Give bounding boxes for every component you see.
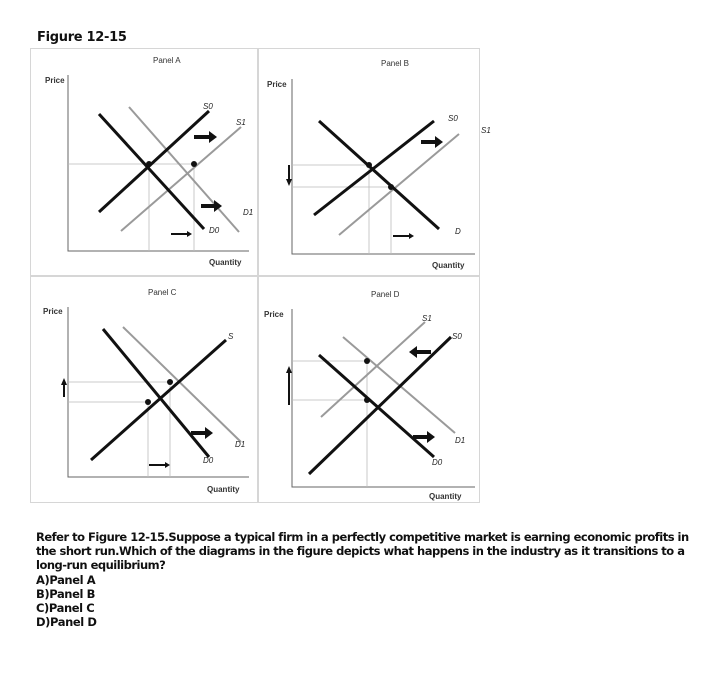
panel-b-price-label: Price <box>267 80 287 89</box>
panel-b-equilibrium-initial <box>366 162 372 168</box>
question-text: Refer to Figure 12-15.Suppose a typical firm in a perfectly competitive market is earning economic profits in the short run.Which of the diagrams in the figure depicts what happens in the industry as it transitions to a long-run equilibrium? <box>36 530 689 572</box>
panel-b-graph <box>259 49 491 277</box>
panel-d-title: Panel D <box>371 290 400 299</box>
panel-a-quantity-label: Quantity <box>209 258 242 267</box>
panel-b-price-arrow <box>286 165 292 186</box>
panel-c-guides <box>68 382 170 477</box>
panel-d-supply-shift-arrow <box>409 346 431 358</box>
panel-c-title: Panel C <box>148 288 177 297</box>
panel-b-label-s1: S1 <box>481 126 491 135</box>
panel-b-guides <box>292 165 391 254</box>
panel-d-guides <box>292 361 367 487</box>
panel-a-guides <box>68 164 194 251</box>
option-a[interactable]: A)Panel A <box>36 573 96 587</box>
panel-a-axes <box>68 75 249 251</box>
figure-grid <box>30 48 491 503</box>
panel-c-equilibrium-new <box>167 379 173 385</box>
panel-d-graph <box>259 277 481 504</box>
panel-a <box>30 48 258 276</box>
panel-b-demand-d <box>319 121 439 229</box>
panel-a-label-d0: D0 <box>209 226 220 235</box>
panel-d-label-s1: S1 <box>422 314 432 323</box>
panel-a-graph <box>31 49 259 277</box>
panel-b-quantity-arrow <box>393 233 414 239</box>
panel-a-label-s0: S0 <box>203 102 213 111</box>
panel-c-price-label: Price <box>43 307 63 316</box>
panel-d-label-d0: D0 <box>432 458 443 467</box>
panel-c-quantity-arrow <box>149 462 170 468</box>
panel-c-quantity-label: Quantity <box>207 485 240 494</box>
panel-b-supply-shift-arrow <box>421 136 443 148</box>
panel-b-axes <box>292 79 475 254</box>
panel-b-label-s0: S0 <box>448 114 458 123</box>
panel-c-supply-s <box>91 340 226 460</box>
panel-b-title: Panel B <box>381 59 410 68</box>
panel-c-graph <box>31 277 259 504</box>
panel-d <box>258 276 480 503</box>
panel-a-equilibrium-initial <box>146 161 152 167</box>
panel-c-label-s: S <box>228 332 234 341</box>
panel-a-quantity-arrow <box>171 231 192 237</box>
panel-a-supply-s1 <box>121 127 241 231</box>
panel-c-price-arrow <box>61 378 67 397</box>
panel-a-title: Panel A <box>153 56 181 65</box>
panel-d-price-arrow <box>286 366 292 405</box>
figure-title: Figure 12-15 <box>37 30 127 45</box>
panel-c <box>30 276 258 503</box>
panel-c-demand-d0 <box>103 329 209 457</box>
panel-b-equilibrium-new <box>388 184 394 190</box>
panel-d-label-s0: S0 <box>452 332 462 341</box>
panel-d-axes <box>292 309 475 487</box>
panel-b <box>258 48 491 276</box>
panel-a-price-label: Price <box>45 76 65 85</box>
panel-d-equilibrium-initial <box>364 358 370 364</box>
panel-c-equilibrium-initial <box>145 399 151 405</box>
option-b[interactable]: B)Panel B <box>36 587 95 601</box>
panel-a-equilibrium-new <box>191 161 197 167</box>
panel-c-label-d1: D1 <box>235 440 246 449</box>
answer-options <box>36 573 97 629</box>
panel-b-quantity-label: Quantity <box>432 261 465 270</box>
option-d[interactable]: D)Panel D <box>36 615 97 629</box>
panel-c-axes <box>68 307 249 477</box>
panel-d-label-d1: D1 <box>455 436 466 445</box>
panel-a-supply-shift-arrow <box>194 131 217 143</box>
panel-b-supply-s0 <box>314 121 434 215</box>
panel-b-label-d: D <box>455 227 461 236</box>
panel-d-quantity-label: Quantity <box>429 492 462 501</box>
panel-c-label-d0: D0 <box>203 456 214 465</box>
option-c[interactable]: C)Panel C <box>36 601 95 615</box>
panel-a-label-d1: D1 <box>243 208 254 217</box>
panel-d-price-label: Price <box>264 310 284 319</box>
panel-a-label-s1: S1 <box>236 118 246 127</box>
panel-d-equilibrium-new <box>364 397 370 403</box>
